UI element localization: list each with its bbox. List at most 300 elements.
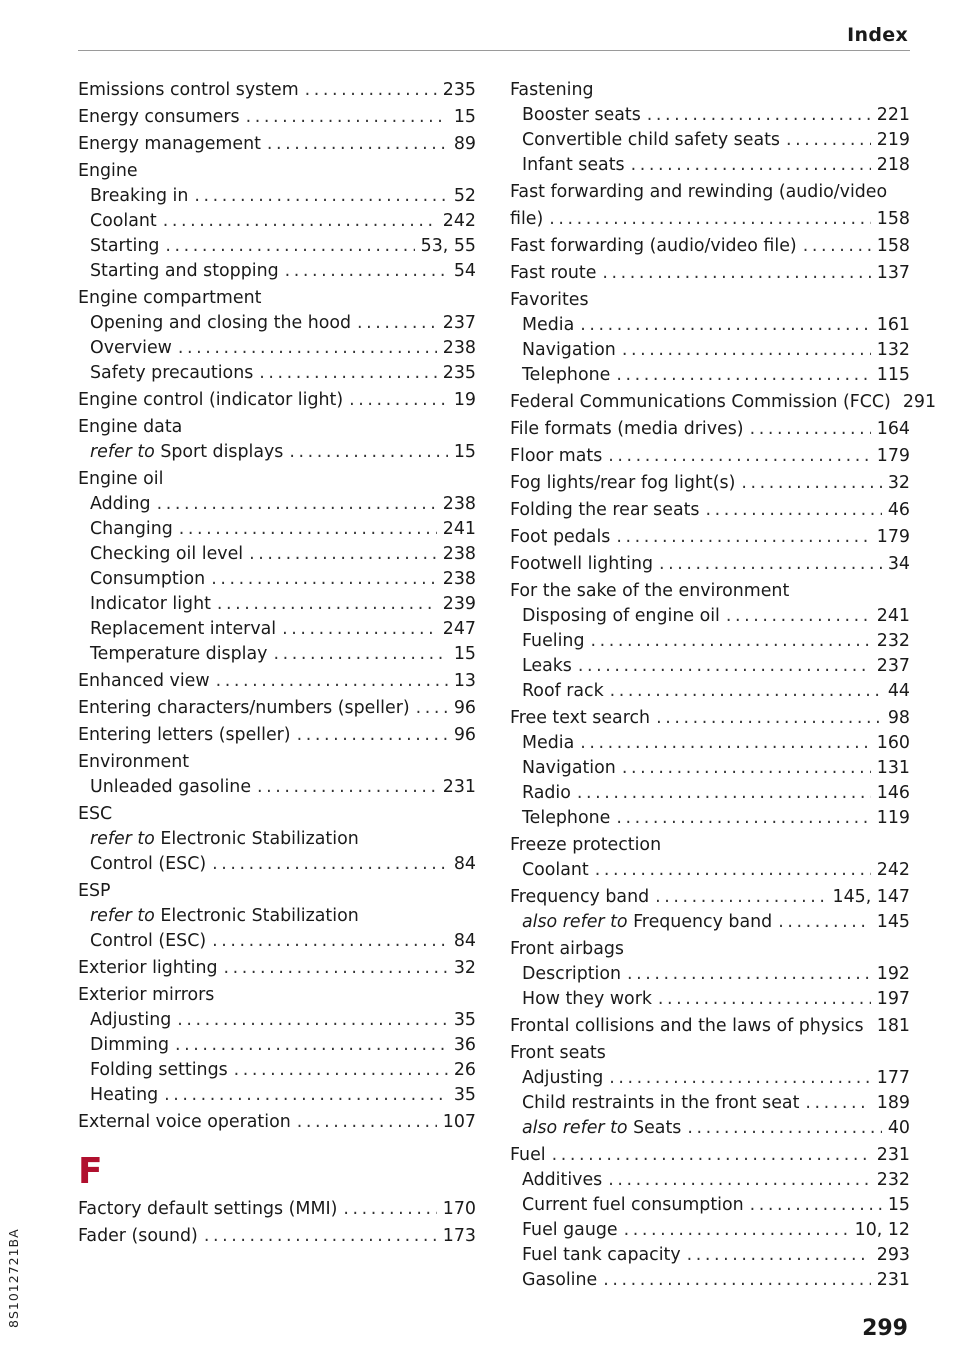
entry-text: Description — [522, 964, 622, 984]
entry-label — [90, 336, 172, 361]
cross-reference-prefix: refer to — [90, 442, 155, 462]
entry-text: Opening and closing the hood — [90, 313, 352, 333]
entry-text: file) — [510, 209, 544, 229]
page-reference: 34 — [887, 554, 910, 574]
entry-label — [522, 1218, 618, 1243]
index-entry — [78, 879, 476, 904]
entry-label — [90, 1058, 228, 1083]
page-reference: 107 — [442, 1112, 476, 1132]
index-entry — [78, 1224, 476, 1249]
dot-leader — [580, 313, 871, 338]
entry-text: Breaking in — [90, 186, 189, 206]
entry-label — [510, 207, 543, 232]
index-entry — [78, 983, 476, 1008]
page-reference: 115 — [876, 365, 910, 385]
entry-text: Fast forwarding and rewinding (audio/video — [510, 182, 888, 202]
page-reference: 132 — [876, 340, 910, 360]
entry-label — [78, 286, 261, 311]
entry-text: Starting — [90, 236, 160, 256]
index-subentry — [510, 1091, 910, 1116]
entry-text: Electronic Stabilization — [160, 829, 359, 849]
index-entry — [510, 706, 910, 731]
entry-text: Temperature display — [90, 644, 268, 664]
dot-leader — [705, 498, 881, 523]
entry-text: Current fuel consumption — [522, 1195, 744, 1215]
entry-text: Folding the rear seats — [510, 500, 700, 520]
index-subentry — [510, 962, 910, 987]
dot-leader — [357, 311, 437, 336]
entry-text: Navigation — [522, 340, 616, 360]
index-subentry — [78, 361, 476, 386]
entry-label — [510, 937, 624, 962]
entry-text: Exterior lighting — [78, 958, 218, 978]
dot-leader — [216, 669, 448, 694]
index-entry — [78, 696, 476, 721]
dot-leader — [246, 105, 448, 130]
page-reference: 189 — [876, 1093, 910, 1113]
index-subentry — [510, 128, 910, 153]
entry-label — [510, 288, 589, 313]
entry-label — [78, 159, 138, 184]
entry-text: Fuel — [510, 1145, 546, 1165]
entry-text: ESC — [78, 804, 113, 824]
index-entry — [510, 1143, 910, 1168]
dot-leader — [786, 128, 871, 153]
index-subentry — [78, 1058, 476, 1083]
entry-text: Adjusting — [522, 1068, 604, 1088]
entry-label — [510, 471, 735, 496]
index-entry — [510, 78, 910, 103]
entry-label — [522, 604, 720, 629]
dot-leader — [549, 207, 871, 232]
entry-text: Front seats — [510, 1043, 606, 1063]
document-code: 8S1012721BA — [6, 1228, 21, 1328]
index-entry — [510, 390, 937, 415]
page-reference: 145 — [876, 912, 910, 932]
index-subentry — [78, 517, 476, 542]
page-number: 299 — [862, 1316, 908, 1341]
index-entry — [78, 802, 476, 827]
entry-text: Dimming — [90, 1035, 169, 1055]
dot-leader — [687, 1116, 882, 1141]
entry-text: Engine compartment — [78, 288, 262, 308]
entry-text: Floor mats — [510, 446, 603, 466]
entry-text: Energy management — [78, 134, 261, 154]
dot-leader — [552, 1143, 871, 1168]
entry-label — [90, 617, 276, 642]
page-reference: 15 — [453, 644, 476, 664]
entry-label — [78, 467, 163, 492]
entry-text: Media — [522, 733, 575, 753]
entry-label — [78, 956, 218, 981]
entry-text: Fast forwarding (audio/video file) — [510, 236, 797, 256]
page-reference: 235 — [442, 363, 476, 383]
page-reference: 32 — [887, 473, 910, 493]
entry-text: Gasoline — [522, 1270, 598, 1290]
entry-text: Navigation — [522, 758, 616, 778]
entry-label — [510, 1041, 606, 1066]
entry-label — [78, 1197, 337, 1222]
index-entry — [510, 471, 910, 496]
dot-leader — [627, 962, 871, 987]
dot-leader — [259, 361, 437, 386]
entry-label — [78, 802, 112, 827]
index-subentry — [510, 1193, 910, 1218]
entry-label — [510, 525, 610, 550]
page-reference: 197 — [876, 989, 910, 1009]
entry-label — [522, 679, 604, 704]
dot-leader — [178, 336, 437, 361]
page-reference: 96 — [453, 698, 476, 718]
page-reference: 221 — [876, 105, 910, 125]
entry-label — [90, 517, 173, 542]
section-letter: F — [78, 1151, 103, 1192]
dot-leader — [608, 1168, 871, 1193]
page-reference: 35 — [453, 1010, 476, 1030]
entry-label — [510, 180, 887, 205]
index-entry — [510, 833, 910, 858]
index-subentry — [78, 1008, 476, 1033]
entry-label — [522, 338, 616, 363]
entry-label — [522, 363, 610, 388]
entry-text: Federal Communications Commission (FCC) — [510, 392, 891, 412]
entry-text: Fuel tank capacity — [522, 1245, 681, 1265]
page-reference: 241 — [876, 606, 910, 626]
entry-label — [510, 444, 602, 469]
dot-leader — [616, 806, 870, 831]
entry-text: Folding settings — [90, 1060, 228, 1080]
index-subentry — [510, 1116, 910, 1141]
index-entry — [510, 525, 910, 550]
entry-label — [90, 1083, 158, 1108]
index-subentry — [510, 338, 910, 363]
entry-text: How they work — [522, 989, 652, 1009]
page-reference: 32 — [453, 958, 476, 978]
index-subentry — [78, 184, 476, 209]
entry-label — [522, 1268, 597, 1293]
entry-label — [522, 629, 585, 654]
dot-leader — [204, 1224, 437, 1249]
dot-leader — [750, 417, 871, 442]
entry-text: For the sake of the environment — [510, 581, 790, 601]
index-subentry — [78, 617, 476, 642]
dot-leader — [282, 617, 437, 642]
index-subentry — [78, 775, 476, 800]
entry-text: Exterior mirrors — [78, 985, 215, 1005]
page-reference: 15 — [887, 1195, 910, 1215]
index-subentry — [78, 827, 476, 852]
dot-leader — [217, 592, 437, 617]
page-reference: 15 — [453, 442, 476, 462]
entry-text: Disposing of engine oil — [522, 606, 720, 626]
entry-text: Checking oil level — [90, 544, 244, 564]
entry-label — [522, 806, 610, 831]
entry-label — [522, 1168, 602, 1193]
entry-label — [90, 259, 279, 284]
entry-label — [90, 852, 206, 877]
entry-label — [90, 492, 151, 517]
dot-leader — [687, 1243, 871, 1268]
entry-label — [90, 1033, 169, 1058]
dot-leader — [659, 552, 882, 577]
dot-leader — [194, 184, 447, 209]
entry-label — [78, 750, 189, 775]
entry-text: Enhanced view — [78, 671, 210, 691]
dot-leader — [212, 929, 448, 954]
dot-leader — [656, 706, 882, 731]
entry-label — [78, 669, 210, 694]
index-entry — [78, 132, 476, 157]
page-reference: 40 — [887, 1118, 910, 1138]
page-reference: 231 — [442, 777, 476, 797]
entry-text: Leaks — [522, 656, 572, 676]
entry-text: Coolant — [90, 211, 157, 231]
dot-leader — [803, 234, 871, 259]
index-column-left — [78, 76, 476, 1249]
page-reference: 13 — [453, 671, 476, 691]
index-subentry — [78, 592, 476, 617]
page-reference: 179 — [876, 446, 910, 466]
index-entry — [510, 180, 910, 205]
index-entry — [510, 207, 910, 232]
page-reference: 232 — [876, 1170, 910, 1190]
entry-text: Replacement interval — [90, 619, 277, 639]
page-reference: 160 — [876, 733, 910, 753]
page-reference: 232 — [876, 631, 910, 651]
entry-text: Coolant — [522, 860, 589, 880]
index-entry — [510, 288, 910, 313]
index-subentry — [510, 604, 910, 629]
header-rule — [78, 50, 910, 51]
page-reference: 177 — [876, 1068, 910, 1088]
index-entry — [78, 723, 476, 748]
entry-label — [90, 567, 205, 592]
page-reference: 247 — [442, 619, 476, 639]
entry-label — [510, 78, 594, 103]
entry-text: Frequency band — [510, 887, 650, 907]
entry-text: Child restraints in the front seat — [522, 1093, 800, 1113]
index-subentry — [510, 1268, 910, 1293]
index-entry — [510, 1041, 910, 1066]
page-reference: 161 — [876, 315, 910, 335]
entry-text: Roof rack — [522, 681, 604, 701]
index-entry — [78, 467, 476, 492]
entry-text: Consumption — [90, 569, 206, 589]
dot-leader — [616, 525, 870, 550]
index-subentry — [78, 440, 476, 465]
entry-text: Telephone — [522, 365, 611, 385]
entry-label — [510, 234, 797, 259]
dot-leader — [297, 1110, 437, 1135]
entry-text: Free text search — [510, 708, 651, 728]
page-reference: 238 — [442, 569, 476, 589]
entry-label — [522, 1066, 603, 1091]
entry-text: Engine data — [78, 417, 183, 437]
page-reference: 291 — [902, 392, 937, 412]
dot-leader — [285, 259, 448, 284]
index-subentry — [510, 629, 910, 654]
dot-leader — [175, 1033, 448, 1058]
page-reference: 53, 55 — [420, 236, 476, 256]
entry-text: Electronic Stabilization — [160, 906, 359, 926]
page-reference: 242 — [442, 211, 476, 231]
dot-leader — [602, 261, 870, 286]
entry-text: Unleaded gasoline — [90, 777, 252, 797]
index-subentry — [510, 1168, 910, 1193]
index-entry — [78, 1197, 476, 1222]
entry-text: Seats — [633, 1118, 682, 1138]
entry-label — [90, 827, 359, 852]
page-reference: 293 — [876, 1245, 910, 1265]
entry-text: Energy consumers — [78, 107, 240, 127]
cross-reference-prefix: also refer to — [522, 1118, 628, 1138]
entry-label — [522, 1193, 744, 1218]
index-subentry — [78, 234, 476, 259]
entry-label — [510, 1014, 864, 1039]
entry-label — [90, 361, 253, 386]
page-reference: 84 — [453, 931, 476, 951]
entry-text: Engine — [78, 161, 138, 181]
index-subentry — [510, 103, 910, 128]
index-subentry — [510, 363, 910, 388]
index-subentry — [78, 1033, 476, 1058]
entry-label — [510, 390, 891, 415]
entry-text: Front airbags — [510, 939, 624, 959]
entry-text: Convertible child safety seats — [522, 130, 780, 150]
dot-leader — [741, 471, 882, 496]
entry-text: Emissions control system — [78, 80, 299, 100]
entry-text: Infant seats — [522, 155, 625, 175]
index-subentry — [78, 336, 476, 361]
entry-label — [78, 78, 299, 103]
entry-label — [78, 415, 182, 440]
entry-label — [78, 1224, 198, 1249]
entry-label — [522, 654, 572, 679]
dot-leader — [177, 1008, 448, 1033]
entry-label — [522, 731, 574, 756]
index-subentry — [510, 781, 910, 806]
entry-label — [522, 781, 571, 806]
entry-label — [78, 983, 214, 1008]
page-reference: 131 — [876, 758, 910, 778]
entry-text: External voice operation — [78, 1112, 291, 1132]
entry-label — [78, 696, 410, 721]
index-subentry — [78, 259, 476, 284]
index-entry — [510, 261, 910, 286]
entry-text: Additives — [522, 1170, 603, 1190]
dot-leader — [257, 775, 437, 800]
index-entry — [78, 669, 476, 694]
index-subentry — [78, 852, 476, 877]
entry-label — [78, 105, 240, 130]
page-reference: 219 — [876, 130, 910, 150]
entry-text: Safety precautions — [90, 363, 254, 383]
index-subentry — [510, 654, 910, 679]
dot-leader — [164, 1083, 448, 1108]
page-reference: 158 — [876, 236, 910, 256]
entry-label — [78, 1110, 291, 1135]
index-subentry — [510, 153, 910, 178]
entry-label — [522, 1116, 681, 1141]
entry-text: Indicator light — [90, 594, 211, 614]
cross-reference-prefix: refer to — [90, 906, 155, 926]
entry-label — [522, 103, 641, 128]
page-reference: 173 — [442, 1226, 476, 1246]
entry-label — [522, 1091, 799, 1116]
cross-reference-prefix: also refer to — [522, 912, 628, 932]
index-entry — [78, 286, 476, 311]
index-subentry — [510, 910, 910, 935]
page-reference: 239 — [442, 594, 476, 614]
dot-leader — [616, 363, 870, 388]
page-reference: 54 — [453, 261, 476, 281]
dot-leader — [273, 642, 447, 667]
entry-label — [90, 209, 157, 234]
page-reference: 235 — [442, 80, 476, 100]
dot-leader — [658, 987, 871, 1012]
entry-label — [522, 128, 780, 153]
dot-leader — [297, 723, 448, 748]
index-entry — [510, 885, 910, 910]
page-reference: 10, 12 — [854, 1220, 910, 1240]
index-entry — [510, 417, 910, 442]
entry-label — [90, 311, 351, 336]
entry-label — [90, 234, 159, 259]
dot-leader — [289, 440, 447, 465]
index-entry — [510, 579, 910, 604]
dot-leader — [179, 517, 437, 542]
entry-text: Fastening — [510, 80, 594, 100]
dot-leader — [726, 604, 871, 629]
entry-text: Starting and stopping — [90, 261, 279, 281]
page-reference: 218 — [876, 155, 910, 175]
entry-text: Fast route — [510, 263, 597, 283]
dot-leader — [624, 1218, 849, 1243]
entry-label — [90, 775, 251, 800]
page-reference: 137 — [876, 263, 910, 283]
entry-text: Fader (sound) — [78, 1226, 198, 1246]
index-subentry — [510, 1218, 910, 1243]
index-entry — [510, 444, 910, 469]
entry-label — [522, 1243, 681, 1268]
entry-label — [522, 910, 772, 935]
index-entry — [78, 750, 476, 775]
index-entry — [78, 415, 476, 440]
entry-label — [510, 706, 650, 731]
dot-leader — [655, 885, 826, 910]
entry-text: Environment — [78, 752, 190, 772]
page-reference: 84 — [453, 854, 476, 874]
index-subentry — [78, 492, 476, 517]
index-subentry — [78, 209, 476, 234]
dot-leader — [157, 492, 437, 517]
entry-label — [510, 261, 596, 286]
page-reference: 231 — [876, 1270, 910, 1290]
entry-label — [522, 962, 621, 987]
entry-label — [90, 642, 267, 667]
dot-leader — [608, 444, 871, 469]
dot-leader — [778, 910, 871, 935]
page-reference: 170 — [442, 1199, 476, 1219]
entry-label — [78, 723, 291, 748]
entry-label — [510, 498, 699, 523]
entry-text: Footwell lighting — [510, 554, 654, 574]
page-reference: 36 — [453, 1035, 476, 1055]
index-subentry — [510, 756, 910, 781]
entry-label — [78, 879, 111, 904]
entry-text: Factory default settings (MMI) — [78, 1199, 338, 1219]
page-reference: 145, 147 — [832, 887, 910, 907]
